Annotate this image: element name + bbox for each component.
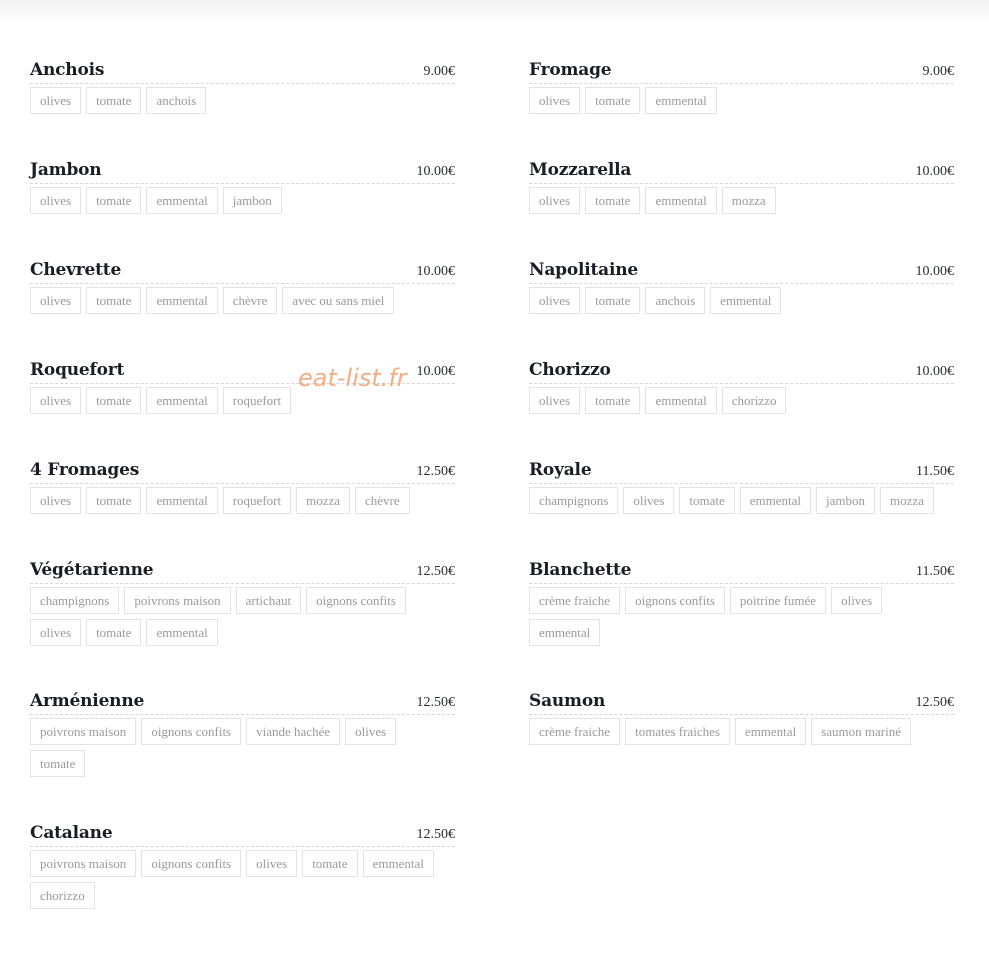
ingredient-tag: tomate (86, 287, 141, 314)
ingredient-tag: olives (345, 718, 396, 745)
pizza-price: 12.50€ (416, 464, 455, 479)
ingredient-tag: roquefort (223, 487, 291, 514)
ingredient-tag: olives (529, 287, 580, 314)
menu-item-mozzarella (529, 158, 954, 258)
menu-item-saumon (529, 689, 954, 821)
pizza-price: 9.00€ (922, 64, 954, 79)
pizza-name: Saumon (529, 691, 606, 711)
menu-item-chevrette (30, 258, 455, 358)
menu-item-roquefort (30, 358, 455, 458)
pizza-name: Arménienne (30, 691, 145, 711)
ingredient-list (30, 387, 455, 414)
ingredient-tag: tomate (585, 87, 640, 114)
ingredient-tag: emmental (146, 487, 217, 514)
pizza-price: 10.00€ (416, 364, 455, 379)
menu-item-header (529, 558, 954, 584)
pizza-price: 12.50€ (416, 827, 455, 842)
ingredient-tag: jambon (816, 487, 875, 514)
menu-item-header (30, 821, 455, 847)
pizza-name: Chevrette (30, 260, 122, 280)
ingredient-tag: anchois (645, 287, 705, 314)
ingredient-tag: oignons confits (141, 718, 241, 745)
menu-column-right (529, 58, 954, 941)
ingredient-tag: emmental (740, 487, 811, 514)
ingredient-list (529, 87, 954, 114)
pizza-name: Chorizzo (529, 360, 611, 380)
ingredient-list (30, 487, 455, 514)
ingredient-tag: saumon mariné (811, 718, 911, 745)
menu-item-fromage (529, 58, 954, 158)
ingredient-list (529, 718, 954, 745)
menu-item-napolitaine (529, 258, 954, 358)
menu-item-catalane (30, 821, 455, 941)
ingredient-tag: poivrons maison (30, 718, 136, 745)
menu-item-header (30, 689, 455, 715)
ingredient-tag: poitrine fumée (730, 587, 826, 614)
ingredient-list (30, 850, 455, 909)
menu-item-armenienne (30, 689, 455, 821)
ingredient-tag: mozza (722, 187, 776, 214)
menu-item-header (30, 358, 455, 384)
ingredient-tag: tomate (86, 187, 141, 214)
menu-item-chorizzo (529, 358, 954, 458)
pizza-price: 12.50€ (416, 695, 455, 710)
ingredient-tag: emmental (645, 87, 716, 114)
ingredient-tag: tomate (86, 619, 141, 646)
ingredient-tag: olives (246, 850, 297, 877)
ingredient-tag: tomate (679, 487, 734, 514)
ingredient-list (529, 387, 954, 414)
ingredient-tag: emmental (146, 287, 217, 314)
pizza-price: 10.00€ (915, 164, 954, 179)
ingredient-tag: tomate (30, 750, 85, 777)
ingredient-tag: tomate (585, 287, 640, 314)
menu-item-header (529, 689, 954, 715)
ingredient-tag: olives (30, 87, 81, 114)
menu-item-royale (529, 458, 954, 558)
pizza-name: Roquefort (30, 360, 125, 380)
ingredient-tag: olives (30, 187, 81, 214)
menu-item-header (30, 558, 455, 584)
ingredient-list (30, 287, 455, 314)
ingredient-tag: crème fraiche (529, 718, 620, 745)
ingredient-tag: poivrons maison (124, 587, 230, 614)
ingredient-tag: tomate (585, 387, 640, 414)
ingredient-tag: oignons confits (625, 587, 725, 614)
pizza-name: Jambon (30, 160, 102, 180)
ingredient-tag: crème fraiche (529, 587, 620, 614)
ingredient-tag: tomate (86, 87, 141, 114)
ingredient-tag: olives (529, 187, 580, 214)
menu-item-header (529, 158, 954, 184)
ingredient-tag: emmental (735, 718, 806, 745)
ingredient-list (30, 87, 455, 114)
pizza-name: Blanchette (529, 560, 632, 580)
ingredient-tag: chorizzo (722, 387, 787, 414)
ingredient-tag: tomate (86, 387, 141, 414)
ingredient-tag: olives (529, 387, 580, 414)
ingredient-tag: champignons (30, 587, 119, 614)
ingredient-tag: viande hachée (246, 718, 340, 745)
menu-item-header (30, 258, 455, 284)
ingredient-tag: anchois (146, 87, 206, 114)
menu-item-header (30, 458, 455, 484)
ingredient-tag: olives (30, 487, 81, 514)
ingredient-tag: mozza (880, 487, 934, 514)
pizza-name: 4 Fromages (30, 460, 140, 480)
ingredient-tag: tomate (302, 850, 357, 877)
ingredient-tag: mozza (296, 487, 350, 514)
ingredient-list (529, 187, 954, 214)
pizza-menu (30, 58, 955, 941)
pizza-price: 10.00€ (416, 264, 455, 279)
ingredient-tag: chorizzo (30, 882, 95, 909)
top-shadow (0, 0, 989, 22)
ingredient-tag: olives (30, 619, 81, 646)
menu-column-left (30, 58, 455, 941)
ingredient-tag: olives (529, 87, 580, 114)
ingredient-tag: champignons (529, 487, 618, 514)
ingredient-tag: jambon (223, 187, 282, 214)
pizza-name: Végétarienne (30, 560, 154, 580)
pizza-price: 10.00€ (915, 364, 954, 379)
ingredient-list (30, 718, 455, 777)
pizza-name: Napolitaine (529, 260, 638, 280)
menu-item-header (529, 458, 954, 484)
ingredient-tag: emmental (146, 619, 217, 646)
pizza-price: 10.00€ (416, 164, 455, 179)
pizza-name: Anchois (30, 60, 105, 80)
ingredient-list (529, 587, 954, 646)
ingredient-tag: emmental (710, 287, 781, 314)
menu-item-header (529, 58, 954, 84)
pizza-price: 11.50€ (916, 464, 954, 479)
ingredient-tag: emmental (645, 187, 716, 214)
menu-item-jambon (30, 158, 455, 258)
ingredient-tag: tomates fraiches (625, 718, 730, 745)
ingredient-tag: emmental (146, 387, 217, 414)
menu-item-header (529, 258, 954, 284)
ingredient-tag: oignons confits (141, 850, 241, 877)
pizza-price: 12.50€ (416, 564, 455, 579)
pizza-name: Mozzarella (529, 160, 632, 180)
watermark-text: eat-list.fr (298, 364, 407, 392)
ingredient-tag: avec ou sans miel (282, 287, 394, 314)
ingredient-list (529, 287, 954, 314)
ingredient-tag: olives (30, 287, 81, 314)
menu-item-vegetarienne (30, 558, 455, 689)
menu-item-4-fromages (30, 458, 455, 558)
pizza-name: Royale (529, 460, 592, 480)
ingredient-tag: chèvre (223, 287, 278, 314)
pizza-name: Catalane (30, 823, 113, 843)
pizza-price: 9.00€ (423, 64, 455, 79)
ingredient-tag: chèvre (355, 487, 410, 514)
ingredient-tag: emmental (363, 850, 434, 877)
menu-item-header (30, 58, 455, 84)
ingredient-tag: oignons confits (306, 587, 406, 614)
menu-item-header (30, 158, 455, 184)
pizza-price: 10.00€ (915, 264, 954, 279)
menu-item-anchois (30, 58, 455, 158)
menu-item-blanchette (529, 558, 954, 689)
ingredient-list (30, 187, 455, 214)
ingredient-tag: poivrons maison (30, 850, 136, 877)
ingredient-tag: tomate (585, 187, 640, 214)
ingredient-tag: roquefort (223, 387, 291, 414)
ingredient-list (30, 587, 455, 646)
pizza-name: Fromage (529, 60, 612, 80)
pizza-price: 12.50€ (915, 695, 954, 710)
pizza-price: 11.50€ (916, 564, 954, 579)
ingredient-tag: tomate (86, 487, 141, 514)
menu-item-header (529, 358, 954, 384)
ingredient-list (529, 487, 954, 514)
ingredient-tag: emmental (645, 387, 716, 414)
ingredient-tag: olives (30, 387, 81, 414)
ingredient-tag: olives (623, 487, 674, 514)
ingredient-tag: emmental (146, 187, 217, 214)
ingredient-tag: olives (831, 587, 882, 614)
ingredient-tag: emmental (529, 619, 600, 646)
ingredient-tag: artichaut (236, 587, 301, 614)
